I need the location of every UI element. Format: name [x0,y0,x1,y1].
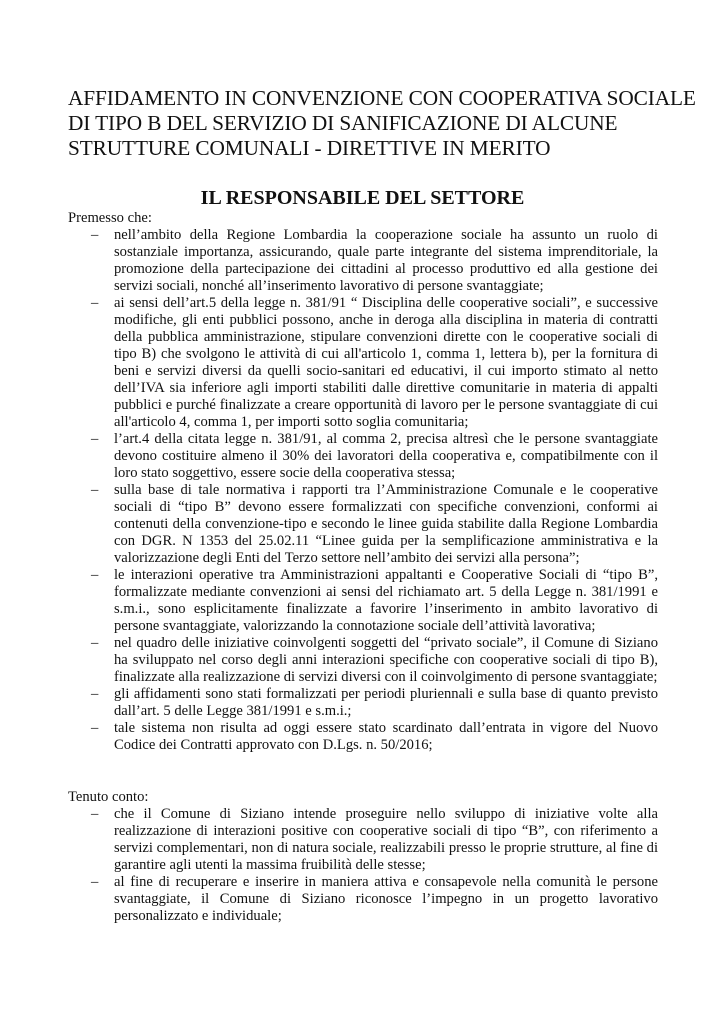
list-item [68,482,658,567]
list-item-text: gli affidamenti sono stati formalizzati per periodi pluriennali e sulla base di quanto previsto dall’art. 5 delle Legge 381/1991 e s.m.i.; [114,686,658,719]
tenuto-label: Tenuto conto: [68,789,149,805]
tenuto-section [68,789,658,925]
dash-bullet-icon: – [91,431,99,447]
dash-bullet-icon: – [91,806,99,822]
dash-bullet-icon: – [91,635,99,651]
dash-bullet-icon: – [91,874,99,890]
list-item [68,720,658,754]
section-heading: IL RESPONSABILE DEL SETTORE [200,187,525,209]
dash-bullet-icon: – [91,295,99,311]
title-line: AFFIDAMENTO IN CONVENZIONE CON COOPERATIVA SOCIALE [68,86,696,110]
list-item [68,806,658,874]
list-item-text: ai sensi dell’art.5 della legge n. 381/91 “ Disciplina delle cooperative sociali”, e successive modifiche, gli enti pubblici possono, anche in deroga alla disciplina in materia di contratti della pubblica amministrazione, stipulare convenzioni dirette con le cooperative sociali di tipo B) che svolgono le attività di cui all'articolo 1, comma 1, lettera b), per la fornitura di beni e servizi diversi da quelli socio-sanitari ed educativi, il cui importo stimato al netto dell’IVA sia inferiore agli importi stabiliti dalle direttive comunitarie in materia di appalti pubblici e purché finalizzate a creare opportunità di lavoro per le persone svantaggiate di cui all'articolo 4, comma 1, per importi sotto soglia comunitaria; [114,295,658,430]
list-item [68,635,658,686]
list-item-text: sulla base di tale normativa i rapporti tra l’Amministrazione Comunale e le cooperative sociali di “tipo B” devono essere formalizzati con specifiche convenzioni, conformi ai contenuti della convenzione-tipo e secondo le linee guida stabilite dalla Regione Lombardia con DGR. N 1353 del 25.02.11 “Linee guida per la semplificazione amministrativa e la valorizzazione degli Enti del Terzo settore nell’ambito dei servizi alla persona”; [114,482,658,566]
list-item [68,874,658,925]
title-line: STRUTTURE COMUNALI - DIRETTIVE IN MERITO [68,136,551,160]
premesso-list [68,227,658,754]
tenuto-list [68,806,658,925]
dash-bullet-icon: – [91,720,99,736]
list-item-text: l’art.4 della citata legge n. 381/91, al comma 2, precisa altresì che le persone svantaggiate devono costituire almeno il 30% dei lavoratori della cooperativa e, compatibilmente con il loro stato soggettivo, essere socie della cooperativa stessa; [114,431,658,481]
list-item-text: nel quadro delle iniziative coinvolgenti soggetti del “privato sociale”, il Comune di Siziano ha sviluppato nel corso degli anni interazioni specifiche con cooperative sociali di tipo B), finalizzate alla realizzazione di servizi diversi con il coinvolgimento di persone svantaggiate; [114,635,658,685]
title-line: DI TIPO B DEL SERVIZIO DI SANIFICAZIONE DI ALCUNE [68,111,618,135]
list-item-text: nell’ambito della Regione Lombardia la cooperazione sociale ha assunto un ruolo di sostanziale importanza, assicurando, quale parte integrante del sistema imprenditoriale, la promozione della partecipazione dei cittadini al processo produttivo ed alla gestione dei servizi sociali, nonché all’inserimento lavorativo di persone svantaggiate; [114,227,658,294]
document-title [68,86,696,161]
premesso-label: Premesso che: [68,210,152,226]
dash-bullet-icon: – [91,227,99,243]
list-item [68,567,658,635]
list-item-text: al fine di recuperare e inserire in maniera attiva e consapevole nella comunità le persone svantaggiate, il Comune di Siziano riconosce l’impegno in un progetto lavorativo personalizzato e individuale; [114,874,658,924]
dash-bullet-icon: – [91,567,99,583]
list-item [68,686,658,720]
list-item-text: le interazioni operative tra Amministrazioni appaltanti e Cooperative Sociali di “tipo B”, formalizzate mediante convenzioni ai sensi del richiamato art. 5 della Legge n. 381/1991 e s.m.i., sono esplicitamente finalizzate a favorire l’inserimento in ambito lavorativo di persone svantaggiate, valorizzando la connotazione sociale dell’attività lavorativa; [114,567,658,634]
list-item-text: tale sistema non risulta ad oggi essere stato scardinato dall’entrata in vigore del Nuovo Codice dei Contratti approvato con D.Lgs. n. 50/2016; [114,720,658,753]
list-item [68,227,658,295]
list-item [68,431,658,482]
list-item-text: che il Comune di Siziano intende proseguire nello sviluppo di iniziative volte alla realizzazione di interazioni positive con cooperative sociali di tipo “B”, con riferimento a servizi complementari, non di natura sociale, realizzabili presso le proprie strutture, al fine di garantire agli utenti la massima fruibilità delle stesse; [114,806,658,873]
list-item [68,295,658,431]
premesso-section [68,210,658,754]
dash-bullet-icon: – [91,482,99,498]
dash-bullet-icon: – [91,686,99,702]
